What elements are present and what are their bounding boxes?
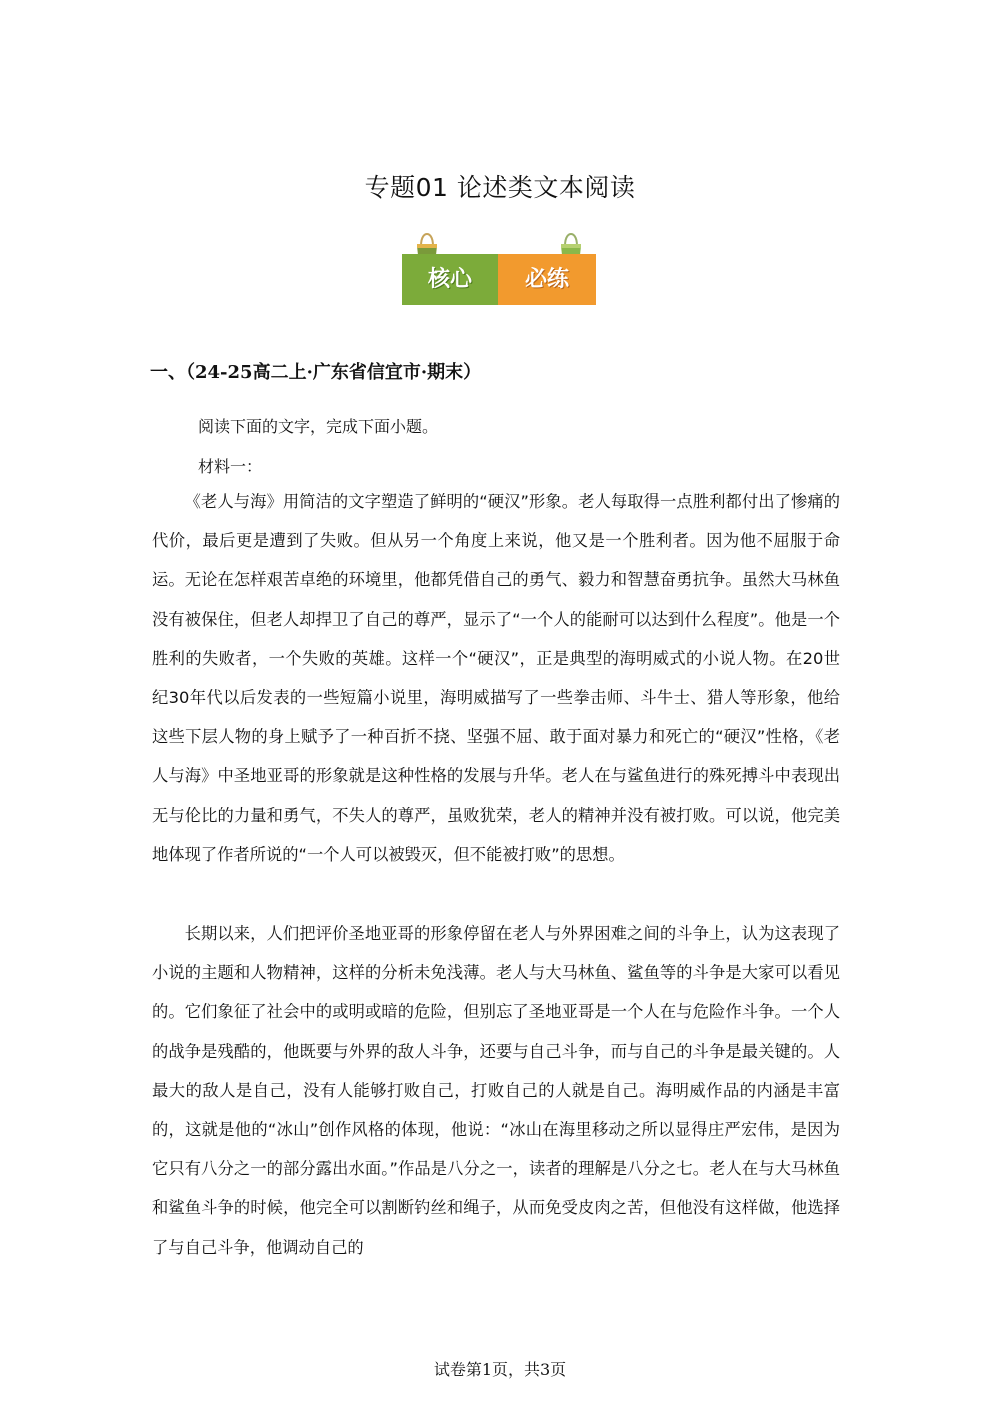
badge-core-label: 核心: [402, 254, 498, 305]
section-heading: 一、（24-25高二上·广东省信宜市·期末）: [150, 362, 482, 383]
page-footer: 试卷第1页，共3页: [433, 1360, 567, 1379]
badge-practice-label: 必练: [498, 254, 596, 305]
material-label: 材料一：: [198, 457, 263, 476]
paragraph: 长期以来，人们把评价圣地亚哥的形象停留在老人与外界困难之间的斗争上，认为这表现了小说的主题和人物精神，这样的分析未免浅薄。老人与大马林鱼、鲨鱼等的斗争是大家可以看见的。它们象征了社会中的或明或暗的危险，但别忘了圣地亚哥是一个人在与危险作斗争。一个人的战争是残酷的，他既要与外界的敌人斗争，还要与自己斗争，而与自己的斗争是最关键的。人最大的敌人是自己，没有人能够打败自己，打败自己的人就是自己。海明威作品的内涵是丰富的，这就是他的“冰山”创作风格的体现，他说：“冰山在海里移动之所以显得庄严宏伟，是因为它只有八分之一的部分露出水面。”作品是八分之一，读者的理解是八分之七。老人在与大马林鱼和鲨鱼斗争的时候，他完全可以割断钓丝和绳子，从而免受皮肉之苦，但他没有这样做，他选择了与自己斗争，他调动自己的: [152, 924, 840, 1257]
paragraph: 《老人与海》用简洁的文字塑造了鲜明的“硬汉”形象。老人每取得一点胜利都付出了惨痛的代价，最后更是遭到了失败。但从另一个角度上来说，他又是一个胜利者。因为他不屈服于命运。无论在怎样艰苦卓绝的环境里，他都凭借自己的勇气、毅力和智慧奋勇抗争。虽然大马林鱼没有被保住，但老人却捍卫了自己的尊严，显示了“一个人的能耐可以达到什么程度”。他是一个胜利的失败者，一个失败的英雄。这样一个“硬汉”，正是典型的海明威式的小说人物。在20世纪30年代以后发表的一些短篇小说里，海明威描写了一些拳击师、斗牛士、猎人等形象，他给这些下层人物的身上赋予了一种百折不挠、坚强不屈、敢于面对暴力和死亡的“硬汉”性格，《老人与海》中圣地亚哥的形象就是这种性格的发展与升华。老人在与鲨鱼进行的殊死搏斗中表现出无与伦比的力量和勇气，不失人的尊严，虽败犹荣，老人的精神并没有被打败。可以说，他完美地体现了作者所说的“一个人可以被毁灭，但不能被打败”的思想。: [152, 492, 840, 864]
page-title: 专题01 论述类文本阅读: [364, 173, 636, 202]
core-practice-badge: [402, 232, 598, 308]
instruction-text: 阅读下面的文字，完成下面小题。: [198, 417, 439, 436]
